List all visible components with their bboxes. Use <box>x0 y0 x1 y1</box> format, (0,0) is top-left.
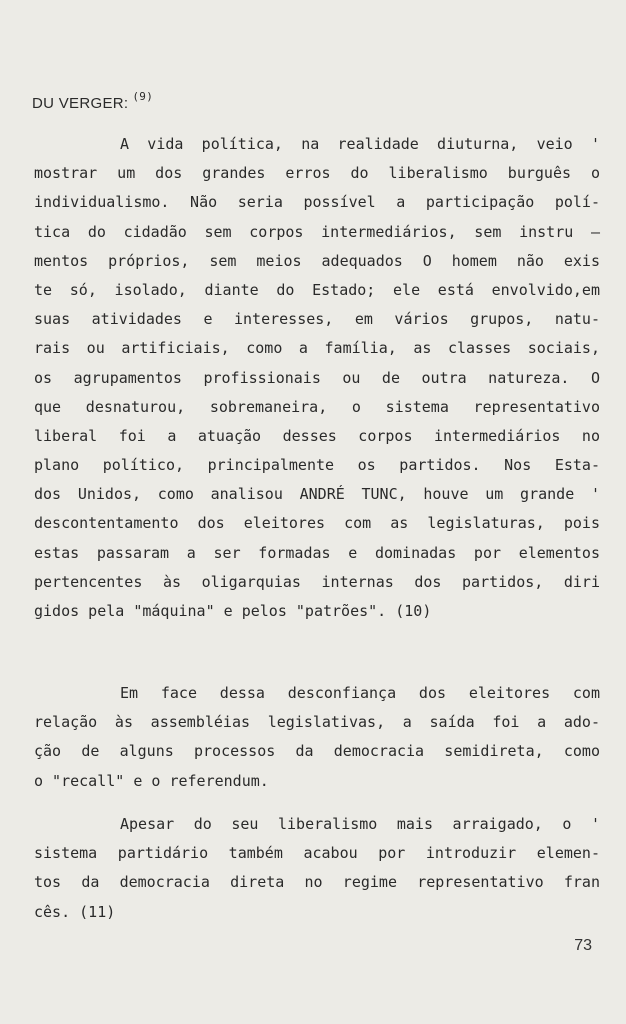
paragraph-line: tos da democracia direta no regime representativo fran <box>34 873 600 892</box>
paragraph-3 <box>34 810 600 927</box>
paragraph-line: plano político, principalmente os partidos. Nos Esta- <box>34 456 600 475</box>
paragraph-line: o "recall" e o referendum. <box>34 771 269 790</box>
paragraph-1 <box>34 130 600 626</box>
section-heading <box>32 90 154 112</box>
paragraph-line: que desnaturou, sobremaneira, o sistema representativo <box>34 397 600 416</box>
paragraph-line: mostrar um dos grandes erros do liberalismo burguês o <box>34 164 600 183</box>
paragraph-line: suas atividades e interesses, em vários grupos, natu- <box>34 310 600 329</box>
page-number: 73 <box>574 937 592 954</box>
paragraph-line: dos Unidos, como analisou ANDRÉ TUNC, houve um grande ' <box>34 485 600 504</box>
paragraph-line: cês. (11) <box>34 902 116 921</box>
paragraph-line: Em face dessa desconfiança dos eleitores com <box>120 684 600 702</box>
paragraph-line: ção de alguns processos da democracia semidireta, como <box>34 742 600 761</box>
paragraph-line: liberal foi a atuação desses corpos intermediários no <box>34 426 600 445</box>
paragraph-line: rais ou artificiais, como a família, as classes sociais, <box>34 339 600 358</box>
paragraph-line: sistema partidário também acabou por introduzir elemen- <box>34 844 600 863</box>
paragraph-line: os agrupamentos profissionais ou de outra natureza. O <box>34 368 600 387</box>
paragraph-line: mentos próprios, sem meios adequados O homem não exis <box>34 251 600 270</box>
paragraph-line: pertencentes às oligarquias internas dos partidos, diri <box>34 572 600 591</box>
heading-name: DU VERGER: <box>32 95 129 112</box>
paragraph-2 <box>34 679 600 796</box>
paragraph-line: individualismo. Não seria possível a participação polí- <box>34 193 600 212</box>
heading-footnote-ref: (9) <box>132 90 154 103</box>
paragraph-line: A vida política, na realidade diuturna, veio ' <box>120 135 600 153</box>
paragraph-line: estas passaram a ser formadas e dominadas por elementos <box>34 543 600 562</box>
paragraph-line: descontentamento dos eleitores com as legislaturas, pois <box>34 514 600 533</box>
paragraph-line: te só, isolado, diante do Estado; ele está envolvido,em <box>34 280 600 299</box>
paragraph-line: relação às assembléias legislativas, a saída foi a ado- <box>34 713 600 732</box>
paragraph-line: tica do cidadão sem corpos intermediários, sem instru — <box>34 222 600 241</box>
paragraph-line: gidos pela "máquina" e pelos "patrões". (10) <box>34 602 432 620</box>
paragraph-line: Apesar do seu liberalismo mais arraigado, o ' <box>120 815 600 833</box>
